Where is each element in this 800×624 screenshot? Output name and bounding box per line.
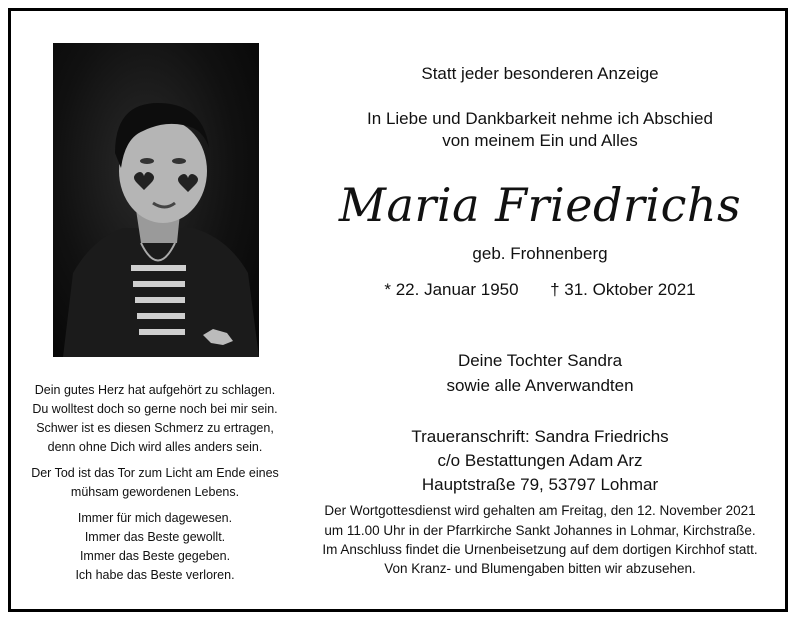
poem [15,0,295,624]
poem-line: Immer für mich dagewesen. [77,511,233,525]
poem-line: Der Tod ist das Tor zum Licht am Ende eines [31,466,279,480]
intro-line: Statt jeder besonderen Anzeige [421,64,659,83]
address-line-3: Hauptstraße 79, 53797 Lohmar [421,475,659,494]
poem-line: Du wolltest doch so gerne noch bei mir sein. [32,402,278,416]
poem-line: Schwer ist es diesen Schmerz zu ertragen, [36,421,274,435]
service-line-4: Von Kranz- und Blumengaben bitten wir abzusehen. [384,561,696,576]
address-line-1: Traueranschrift: Sandra Friedrichs [411,427,669,446]
farewell-line-1: In Liebe und Dankbarkeit nehme ich Abschied [367,109,713,128]
poem-line: Immer das Beste gewollt. [84,530,226,544]
notice-main [290,0,790,624]
service-line-1: Der Wortgottesdienst wird gehalten am Freitag, den 12. November 2021 [324,503,756,518]
farewell-line-2: von meinem Ein und Alles [442,131,638,150]
address-line-2: c/o Bestattungen Adam Arz [437,451,643,470]
birth-date: * 22. Januar 1950 [384,280,519,299]
poem-line: denn ohne Dich wird alles anders sein. [47,440,263,454]
poem-line: Ich habe das Beste verloren. [75,568,235,582]
deceased-name: Maria Friedrichs [338,178,742,232]
poem-line: mühsam gewordenen Lebens. [70,485,240,499]
mourners-line-2: sowie alle Anverwandten [446,376,634,395]
poem-line: Immer das Beste gegeben. [79,549,231,563]
life-dates [290,280,790,300]
maiden-name: geb. Frohnenberg [472,244,608,263]
service-line-2: um 11.00 Uhr in der Pfarrkirche Sankt Johannes in Lohmar, Kirchstraße. [324,523,756,538]
poem-line: Dein gutes Herz hat aufgehört zu schlagen. [34,383,276,397]
mourners-line-1: Deine Tochter Sandra [457,351,623,370]
death-date: † 31. Oktober 2021 [550,280,696,299]
service-line-3: Im Anschluss findet die Urnenbeisetzung auf dem dortigen Kirchhof statt. [322,542,758,557]
